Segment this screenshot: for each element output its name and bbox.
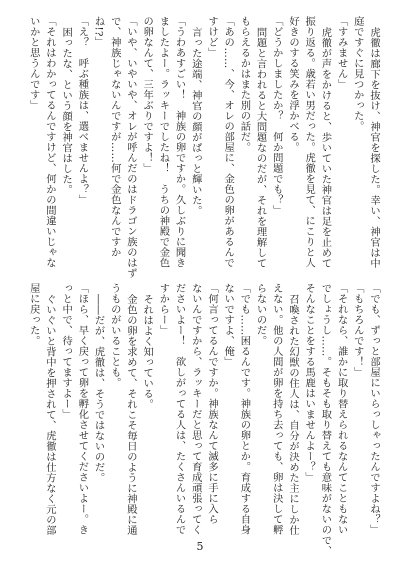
text-line: の卵なんて、三年ぶりですよ！」 bbox=[141, 16, 154, 174]
text-line: 困ったな、という顔を神官はした。 bbox=[60, 26, 73, 195]
text-line: いかと思うんです」 bbox=[27, 16, 40, 111]
text-line: えない。他の人間が卵を持ち去っても、卵は決して孵 bbox=[270, 283, 283, 535]
text-line: 虎徹が声をかけると、歩いていた神官は足を止めて bbox=[319, 26, 332, 268]
text-line: っと中で、待ってますよー」 bbox=[60, 283, 73, 420]
lower-text-block bbox=[22, 283, 382, 556]
text-line: 「どうかしましたか？ 何か問題でも？」 bbox=[270, 16, 283, 216]
text-line: 「でも……困るんです。神族の卵とか。育成する自身 bbox=[238, 283, 251, 535]
text-line: 「それなら、誰かに取り替えられるなんてこともない bbox=[335, 283, 348, 535]
text-line: ないですよ、俺」 bbox=[222, 283, 235, 367]
text-line: もらえるかはまた別の話だ。 bbox=[238, 16, 251, 153]
text-line: 「それはわかってるんですけど、何かの間違いじゃな bbox=[43, 16, 56, 268]
page-number: 5 bbox=[196, 540, 204, 553]
text-line: ――だが、虎徹は、そうではないのだ。 bbox=[92, 293, 105, 483]
text-line: 「うわあすごい！ 神族の卵ですか。久しぶりに聞き bbox=[173, 16, 186, 268]
text-line: 庭ですぐに見つかった。 bbox=[351, 16, 364, 132]
text-line: で、神族じゃないんですが……何で金色なんですか bbox=[108, 16, 121, 258]
text-line: 「すみません」 bbox=[335, 16, 348, 90]
text-line: 「何言ってるんですか。神族なんて滅多に手に入ら bbox=[205, 283, 218, 525]
text-line: ださいよー！ 欲しがってる人は、たくさんいるんで bbox=[173, 283, 186, 535]
text-line: ね!?」 bbox=[92, 16, 105, 48]
text-line: うものがいることも。 bbox=[108, 283, 121, 388]
text-line: 「あの……、今、オレの部屋に、金色の卵があるんで bbox=[222, 16, 235, 268]
text-line: 「でも、ずっと部屋にいらっしゃったんですよね？」 bbox=[368, 283, 380, 535]
text-line: 問題と言われると大問題なのだが、それを理解して bbox=[254, 26, 267, 268]
text-line: 「ほら、早く戻って卵を孵化させてくださいよー。き bbox=[76, 283, 89, 535]
text-line: ないんですから、ラッキーだと思って育成頑張ってく bbox=[189, 283, 202, 535]
text-line: ぐいぐいと背中を押されて、虎徹は仕方なく元の部 bbox=[43, 293, 56, 535]
text-line: 振り返る。歳若い男だった。虎徹を見て、にこりと人 bbox=[303, 16, 316, 268]
text-line: そんなことをする馬鹿はいませんよー？」 bbox=[303, 283, 316, 483]
text-line: 召喚された幻獣の住人は、自分が決めた主にしか仕 bbox=[286, 293, 299, 535]
text-line: 「いや、いやいや、オレが呼んだのはドラゴン族のはず bbox=[124, 16, 137, 279]
upper-text-block bbox=[22, 16, 382, 279]
text-line: 「え？ 呼ぶ種族は、選べませんよ？」 bbox=[76, 16, 89, 205]
text-line: すからー」 bbox=[157, 283, 170, 336]
text-line: 言った途端、神官の顔がぱっと輝いた。 bbox=[189, 26, 202, 216]
text-line: それはよく知っている。 bbox=[141, 293, 154, 409]
text-line: 虎徹は廊下を抜け、神官を探した。幸い、神官は中 bbox=[368, 26, 380, 268]
text-line: らないのだ。 bbox=[254, 283, 267, 346]
text-line: すけど」 bbox=[205, 16, 218, 58]
text-line: 屋に戻った。 bbox=[27, 283, 40, 346]
text-line: でしょうし……。そもそも取り替えても意味がないので、 bbox=[319, 283, 332, 556]
text-line: 金色の卵を求めて、それこそ毎日のように神殿に通 bbox=[124, 293, 137, 535]
text-line: 「もちろんです！」 bbox=[351, 283, 364, 378]
text-line: 好きのする笑みを浮かべる。 bbox=[286, 16, 299, 153]
text-line: ましたよー。ラッキーでしたね！ うちの神殿で金色 bbox=[157, 16, 170, 268]
